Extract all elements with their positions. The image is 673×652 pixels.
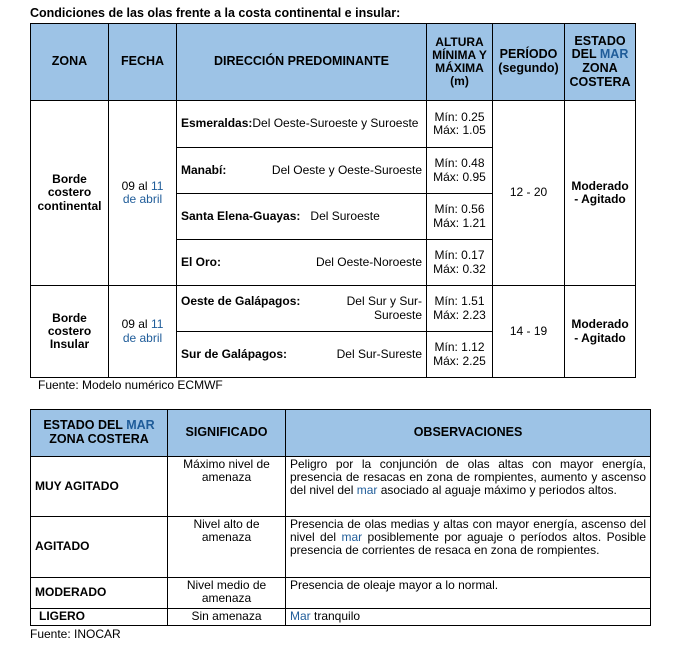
fecha-cell [109, 286, 177, 378]
observaciones-cell [286, 578, 651, 609]
observaciones-cell [286, 517, 651, 578]
altura-min: Mín: 1.51 [434, 294, 485, 309]
header-estado-line2: ZONA COSTERA [569, 61, 631, 89]
obs-text-b: tranquilo [310, 609, 361, 624]
table-row [31, 578, 651, 609]
table-row [31, 609, 651, 626]
periodo-cell: 14 - 19 [493, 286, 565, 378]
table-header-row [31, 410, 651, 457]
header-fecha: FECHA [109, 24, 177, 101]
table-row [31, 101, 636, 148]
place-label: Oeste de Galápagos: [181, 294, 301, 309]
altura-cell [427, 240, 493, 286]
header-periodo [493, 24, 565, 101]
direction-text: Del Sur-Sureste [336, 346, 422, 361]
header-zona: ZONA [31, 24, 109, 101]
direction-text: Del Oeste-Noroeste [315, 254, 422, 269]
altura-max: Máx: 0.32 [433, 261, 486, 276]
header-direccion: DIRECCIÓN PREDOMINANTE [177, 24, 427, 101]
altura-max: Máx: 2.25 [433, 353, 486, 368]
place-label: Esmeraldas: [181, 116, 253, 131]
altura-min: Mín: 0.48 [434, 156, 485, 171]
table-header-row [31, 24, 636, 101]
altura-cell [427, 101, 493, 148]
fecha-month: de abril [122, 192, 163, 206]
obs-mar: mar [356, 483, 378, 498]
obs-text-a: Peligro por la conjunción de olas altas con mayor energía, presencia de resacas en zona de rompientes, aumento y ascenso del nivel del [290, 457, 646, 498]
significado-cell: Sin amenaza [168, 609, 286, 626]
fecha-pre: 09 al [121, 178, 151, 193]
source-note-1: Fuente: Modelo numérico ECMWF [38, 378, 223, 392]
place-label: Sur de Galápagos: [181, 346, 288, 361]
estado-cell: MUY AGITADO [31, 457, 168, 517]
estado-cell: AGITADO [31, 517, 168, 578]
direccion-cell [177, 148, 427, 194]
direccion-cell [177, 194, 427, 240]
page-title: Condiciones de las olas frente a la costa continental e insular: [30, 6, 401, 20]
place-label: El Oro: [181, 254, 222, 269]
direccion-cell [177, 101, 427, 148]
direccion-cell [177, 240, 427, 286]
header-estado-line1: ESTADO DEL [43, 418, 123, 433]
table-row [31, 517, 651, 578]
fecha-month: de abril [122, 330, 163, 345]
direction-text: Del Sur y Sur-Suroeste [346, 294, 422, 322]
table-row [31, 457, 651, 517]
fecha-day: 11 [150, 178, 164, 193]
source-note-2: Fuente: INOCAR [30, 627, 121, 641]
altura-max: Máx: 1.05 [433, 123, 486, 137]
observaciones-cell [286, 609, 651, 626]
header-periodo-line1: PERÍODO [499, 47, 558, 62]
direccion-cell [177, 332, 427, 378]
altura-max: Máx: 1.21 [433, 215, 486, 230]
table-row [31, 286, 636, 332]
header-estado-mar: MAR [126, 418, 155, 433]
altura-min: Mín: 0.56 [434, 202, 485, 217]
significado-cell: Nivel alto de amenaza [168, 517, 286, 578]
altura-min: Mín: 0.17 [434, 248, 485, 263]
header-estado-mar: MAR [599, 47, 629, 62]
obs-mar: Mar [290, 609, 311, 624]
altura-cell [427, 194, 493, 240]
estado-cell: Moderado - Agitado [565, 101, 636, 286]
header-significado: SIGNIFICADO [168, 410, 286, 457]
significado-cell: Nivel medio de amenaza [168, 578, 286, 609]
header-estado [31, 410, 168, 457]
header-estado [565, 24, 636, 101]
estado-cell: Moderado - Agitado [565, 286, 636, 378]
altura-cell [427, 332, 493, 378]
sea-state-legend-table [30, 409, 651, 626]
altura-cell [427, 148, 493, 194]
obs-text-a: Presencia de olas medias y altas con mayor energía, ascenso del nivel del [290, 517, 646, 545]
altura-min: Mín: 0.25 [434, 109, 485, 124]
direccion-cell [177, 286, 427, 332]
estado-cell: MODERADO [31, 578, 168, 609]
direction-text: Del Suroeste [310, 208, 380, 223]
estado-cell: LIGERO [31, 609, 168, 626]
header-altura: ALTURA MÍNIMA Y MÁXIMA (m) [427, 24, 493, 101]
header-periodo-line2: (segundo) [498, 61, 559, 75]
place-label: Manabí: [181, 162, 227, 177]
fecha-cell [109, 101, 177, 286]
fecha-pre: 09 al [121, 317, 151, 332]
observaciones-cell [286, 457, 651, 517]
zona-cell: Borde costero continental [31, 101, 109, 286]
zona-cell: Borde costero Insular [31, 286, 109, 378]
header-observaciones: OBSERVACIONES [286, 410, 651, 457]
direction-text: Del Oeste-Suroeste y Suroeste [252, 116, 419, 131]
altura-min: Mín: 1.12 [434, 340, 485, 355]
wave-conditions-table [30, 23, 636, 378]
obs-text-b: asociado al aguaje máximo y periodos altos. [377, 483, 617, 498]
obs-text-b: posiblemente por aguaje o períodos altos. Posible presencia de corrientes de resaca en zona de rompientes. [290, 530, 646, 558]
header-estado-line1: ESTADO DEL [571, 33, 626, 62]
fecha-day: 11 [150, 317, 164, 332]
significado-cell: Máximo nivel de amenaza [168, 457, 286, 517]
header-estado-line2: ZONA COSTERA [49, 432, 149, 446]
place-label: Santa Elena-Guayas: [181, 208, 301, 223]
obs-text-a: Presencia de oleaje mayor a lo normal. [290, 578, 499, 592]
periodo-cell: 12 - 20 [493, 101, 565, 286]
direction-text: Del Oeste y Oeste-Suroeste [271, 162, 422, 177]
obs-mar: mar [341, 530, 363, 545]
altura-max: Máx: 0.95 [433, 169, 486, 184]
altura-max: Máx: 2.23 [433, 307, 486, 322]
altura-cell [427, 286, 493, 332]
